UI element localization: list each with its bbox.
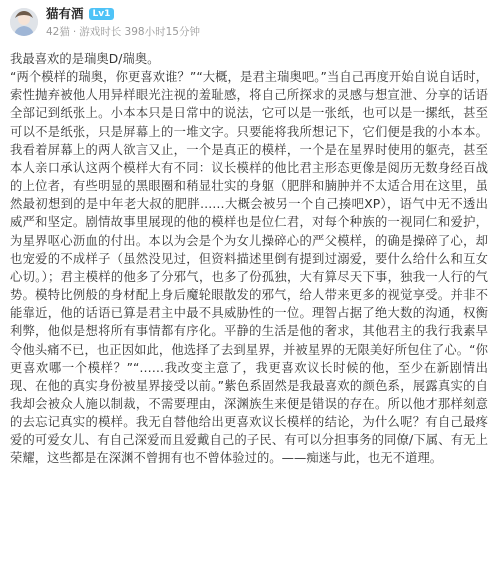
post-paragraph-1: 我最喜欢的是瑞奥D/瑞奥。 xyxy=(10,52,160,66)
avatar[interactable] xyxy=(10,8,38,36)
playtime: 游戏时长 398小时15分钟 xyxy=(79,26,200,38)
post-header xyxy=(10,6,488,46)
follower-count: 42猫 xyxy=(46,26,70,38)
user-info xyxy=(46,6,200,39)
name-row xyxy=(46,6,200,22)
level-badge: Lv1 xyxy=(89,8,115,20)
post-body xyxy=(10,50,488,468)
meta-separator: · xyxy=(72,26,77,38)
username[interactable]: 猫有酒 xyxy=(46,6,84,21)
post-paragraph-2: “两个模样的瑞奥，你更喜欢谁？”“大概，是君主瑞奥吧。”当自己再度开始自说自话时，索性抛弃被他人用异样眼光注视的羞耻感，将自己所探求的灵感与想宣泄、分享的话语全部记到纸张上。小本本只是日常中的说法，它可以是一张纸，也可以是一摞纸，甚至可以不是纸张，只是屏幕上的一堆文字。只要能将我所想记下，它们便是我的小本本。我看着屏幕上的两人欲言又止，一个是真正的模样，一个是在星界时使用的躯壳，甚至本人亲口承认这两个模样大有不同：议长模样的他比君主形态更像是阅历无数身经百战的上位者，有些明显的黑眼圈和稍显壮实的身躯（肥胖和腩肿并不太适合用在这里，虽然最初想到的是中年老大叔的肥胖……大概会被另一个自己揍吧XP），语气中无不透出威严和坚定。剧情故事里展现的他的模样也是位仁君，对每个种族的一视同仁和爱护，为星界呕心沥血的付出。本以为会是个为女儿操碎心的严父模样，的确是操碎了心，却也宠爱的不成样子（虽然没见过，但资料描述里倒有提到过溺爱，要什么给什么和互女心切。）；君主模样的他多了分邪气，也多了份孤独，大有算尽天下事，独我一人行的气势。模特比例般的身材配上身后魔轮眼散发的邪气，给人带来更多的视觉享受。并非不能靠近，他的话语已算是君主中最不具威胁性的一位。理智占据了绝大数的沟通，权衡利弊，他似是想将所有事情都有序化。平静的生活是他的奢求，其他君主的我行我素早令他头痛不已，也正因如此，他选择了去到星界，并被星界的无限美好所包住了心。“你更喜欢哪一个模样？”“……我改变主意了，我更喜欢议长时候的他，至少在新剧情出现、在他的真实身份被星界接受以前。”紫色系固然是我最喜欢的颜色系，展露真实的自我却会被众人施以制裁，不需要理由，深渊族生来便是错误的存在。所以他才那样刻意的去忘记真实的模样。我无自替他给出更喜欢议长模样的结论，为什么呢？有自己最疼爱的可爱女儿、有自己深爱而且爱戴自己的子民、有可以分担事务的同僚/下属、有无上荣耀，这些都是在深渊不曾拥有也不曾体验过的。——痴迷与此，也无不道理。 xyxy=(10,70,488,466)
avatar-icon xyxy=(10,8,38,36)
meta-row xyxy=(46,25,200,39)
